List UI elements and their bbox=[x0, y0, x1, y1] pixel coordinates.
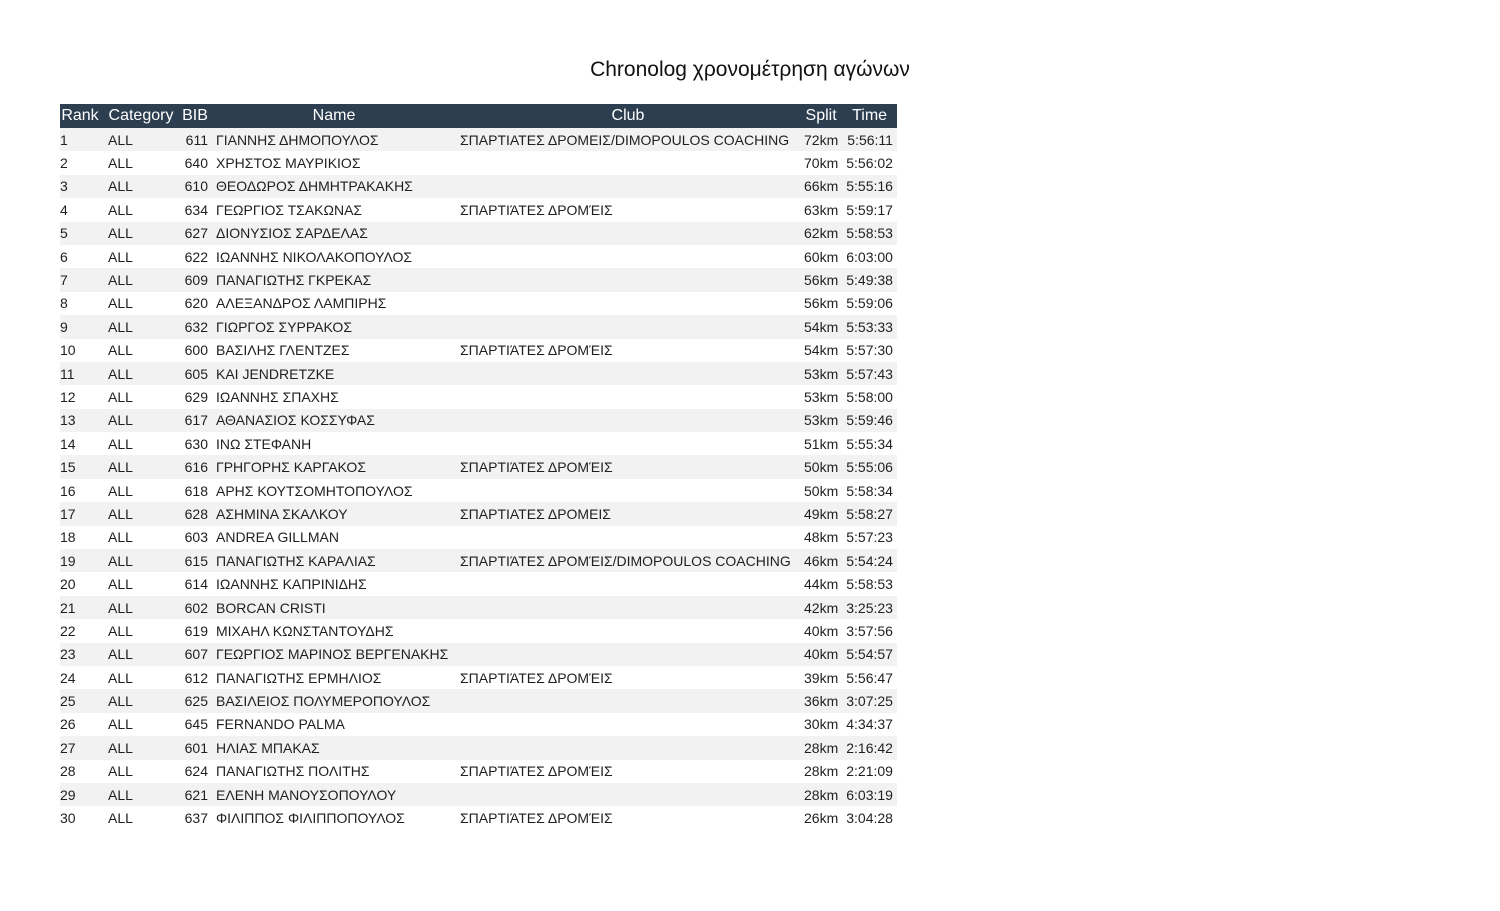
cell-rank: 11 bbox=[60, 362, 104, 385]
cell-split: 54km bbox=[800, 339, 842, 362]
cell-rank: 30 bbox=[60, 806, 104, 829]
cell-time: 5:57:30 bbox=[842, 339, 897, 362]
cell-category: ALL bbox=[104, 549, 178, 572]
table-row bbox=[60, 736, 897, 759]
cell-rank: 2 bbox=[60, 151, 104, 174]
cell-time: 2:16:42 bbox=[842, 736, 897, 759]
cell-split: 50km bbox=[800, 479, 842, 502]
cell-category: ALL bbox=[104, 713, 178, 736]
cell-club: ΣΠΑΡΤΙΆΤΕΣ ΔΡΟΜΈΙΣ/DIMOPOULOS COACHING bbox=[456, 549, 800, 572]
table-row bbox=[60, 222, 897, 245]
cell-time: 5:59:06 bbox=[842, 292, 897, 315]
cell-club bbox=[456, 292, 800, 315]
cell-club bbox=[456, 619, 800, 642]
table-row bbox=[60, 549, 897, 572]
cell-club bbox=[456, 736, 800, 759]
cell-split: 28km bbox=[800, 783, 842, 806]
cell-rank: 20 bbox=[60, 572, 104, 595]
cell-time: 3:25:23 bbox=[842, 596, 897, 619]
cell-category: ALL bbox=[104, 268, 178, 291]
cell-bib: 617 bbox=[178, 409, 212, 432]
cell-bib: 632 bbox=[178, 315, 212, 338]
cell-time: 5:53:33 bbox=[842, 315, 897, 338]
table-row bbox=[60, 409, 897, 432]
cell-bib: 602 bbox=[178, 596, 212, 619]
cell-club bbox=[456, 362, 800, 385]
cell-time: 5:54:57 bbox=[842, 643, 897, 666]
cell-split: 28km bbox=[800, 760, 842, 783]
cell-club bbox=[456, 783, 800, 806]
cell-split: 44km bbox=[800, 572, 842, 595]
cell-bib: 605 bbox=[178, 362, 212, 385]
results-table bbox=[60, 104, 897, 830]
page-title: Chronolog χρονομέτρηση αγώνων bbox=[590, 58, 910, 81]
cell-split: 53km bbox=[800, 362, 842, 385]
cell-split: 53km bbox=[800, 385, 842, 408]
cell-name: ΓΙΩΡΓΟΣ ΣΥΡΡΑΚΟΣ bbox=[212, 315, 456, 338]
cell-name: ΑΘΑΝΑΣΙΟΣ ΚΟΣΣΥΦΑΣ bbox=[212, 409, 456, 432]
cell-time: 5:54:24 bbox=[842, 549, 897, 572]
table-row bbox=[60, 339, 897, 362]
cell-club bbox=[456, 385, 800, 408]
cell-bib: 627 bbox=[178, 222, 212, 245]
cell-club bbox=[456, 643, 800, 666]
cell-category: ALL bbox=[104, 502, 178, 525]
column-header-rank[interactable]: Rank bbox=[60, 104, 104, 128]
cell-club: ΣΠΑΡΤΙΆΤΕΣ ΔΡΟΜΈΙΣ bbox=[456, 198, 800, 221]
cell-club bbox=[456, 268, 800, 291]
cell-time: 5:55:06 bbox=[842, 455, 897, 478]
cell-club bbox=[456, 151, 800, 174]
cell-name: FERNANDO PALMA bbox=[212, 713, 456, 736]
cell-category: ALL bbox=[104, 619, 178, 642]
table-row bbox=[60, 526, 897, 549]
cell-bib: 603 bbox=[178, 526, 212, 549]
cell-time: 5:57:43 bbox=[842, 362, 897, 385]
cell-bib: 634 bbox=[178, 198, 212, 221]
cell-bib: 620 bbox=[178, 292, 212, 315]
cell-rank: 22 bbox=[60, 619, 104, 642]
table-row bbox=[60, 643, 897, 666]
cell-name: ΑΛΕΞΑΝΔΡΟΣ ΛΑΜΠΙΡΗΣ bbox=[212, 292, 456, 315]
cell-name: ΕΛΕΝΗ ΜΑΝΟΥΣΟΠΟΥΛΟΥ bbox=[212, 783, 456, 806]
cell-category: ALL bbox=[104, 666, 178, 689]
results-table-header bbox=[60, 104, 897, 128]
table-row bbox=[60, 572, 897, 595]
cell-name: ΔΙΟΝΥΣΙΟΣ ΣΑΡΔΕΛΑΣ bbox=[212, 222, 456, 245]
table-row bbox=[60, 198, 897, 221]
cell-split: 72km bbox=[800, 128, 842, 151]
cell-time: 5:56:11 bbox=[842, 128, 897, 151]
cell-split: 48km bbox=[800, 526, 842, 549]
cell-name: ΜΙΧΑΗΛ ΚΩΝΣΤΑΝΤΟΥΔΗΣ bbox=[212, 619, 456, 642]
cell-category: ALL bbox=[104, 198, 178, 221]
cell-rank: 17 bbox=[60, 502, 104, 525]
cell-club: ΣΠΑΡΤΙΆΤΕΣ ΔΡΟΜΈΙΣ bbox=[456, 339, 800, 362]
cell-split: 56km bbox=[800, 292, 842, 315]
table-row bbox=[60, 806, 897, 829]
cell-time: 3:04:28 bbox=[842, 806, 897, 829]
cell-category: ALL bbox=[104, 596, 178, 619]
cell-time: 6:03:00 bbox=[842, 245, 897, 268]
cell-category: ALL bbox=[104, 572, 178, 595]
cell-category: ALL bbox=[104, 409, 178, 432]
cell-split: 40km bbox=[800, 619, 842, 642]
cell-club bbox=[456, 409, 800, 432]
cell-category: ALL bbox=[104, 128, 178, 151]
cell-name: ΧΡΗΣΤΟΣ ΜΑΥΡΙΚΙΟΣ bbox=[212, 151, 456, 174]
cell-rank: 8 bbox=[60, 292, 104, 315]
cell-rank: 14 bbox=[60, 432, 104, 455]
table-row bbox=[60, 151, 897, 174]
cell-bib: 619 bbox=[178, 619, 212, 642]
column-header-category[interactable]: Category bbox=[104, 104, 178, 128]
cell-club bbox=[456, 175, 800, 198]
cell-split: 36km bbox=[800, 689, 842, 712]
cell-name: ΓΡΗΓΟΡΗΣ ΚΑΡΓΑΚΟΣ bbox=[212, 455, 456, 478]
cell-split: 51km bbox=[800, 432, 842, 455]
cell-split: 42km bbox=[800, 596, 842, 619]
cell-split: 56km bbox=[800, 268, 842, 291]
cell-name: ΙΩΑΝΝΗΣ ΚΑΠΡΙΝΙΔΗΣ bbox=[212, 572, 456, 595]
cell-club bbox=[456, 432, 800, 455]
cell-category: ALL bbox=[104, 245, 178, 268]
cell-rank: 21 bbox=[60, 596, 104, 619]
cell-club bbox=[456, 222, 800, 245]
cell-split: 63km bbox=[800, 198, 842, 221]
cell-name: ANDREA GILLMAN bbox=[212, 526, 456, 549]
cell-club bbox=[456, 713, 800, 736]
cell-category: ALL bbox=[104, 689, 178, 712]
cell-time: 4:34:37 bbox=[842, 713, 897, 736]
cell-time: 6:03:19 bbox=[842, 783, 897, 806]
cell-time: 5:55:16 bbox=[842, 175, 897, 198]
cell-time: 5:59:46 bbox=[842, 409, 897, 432]
cell-split: 46km bbox=[800, 549, 842, 572]
table-row bbox=[60, 268, 897, 291]
cell-name: ΠΑΝΑΓΙΩΤΗΣ ΚΑΡΑΛΙΑΣ bbox=[212, 549, 456, 572]
cell-category: ALL bbox=[104, 455, 178, 478]
table-row bbox=[60, 175, 897, 198]
cell-rank: 16 bbox=[60, 479, 104, 502]
table-row bbox=[60, 760, 897, 783]
cell-name: ΠΑΝΑΓΙΩΤΗΣ ΕΡΜΗΛΙΟΣ bbox=[212, 666, 456, 689]
cell-split: 60km bbox=[800, 245, 842, 268]
cell-split: 66km bbox=[800, 175, 842, 198]
cell-category: ALL bbox=[104, 806, 178, 829]
cell-time: 5:56:02 bbox=[842, 151, 897, 174]
cell-club: ΣΠΑΡΤΙΆΤΕΣ ΔΡΟΜΈΙΣ bbox=[456, 455, 800, 478]
cell-bib: 637 bbox=[178, 806, 212, 829]
cell-rank: 13 bbox=[60, 409, 104, 432]
cell-bib: 607 bbox=[178, 643, 212, 666]
cell-club: ΣΠΑΡΤΙΑΤΕΣ ΔΡΟΜΕΙΣ bbox=[456, 502, 800, 525]
cell-time: 5:58:53 bbox=[842, 572, 897, 595]
cell-bib: 630 bbox=[178, 432, 212, 455]
cell-rank: 23 bbox=[60, 643, 104, 666]
table-row bbox=[60, 362, 897, 385]
cell-time: 5:58:34 bbox=[842, 479, 897, 502]
column-header-club[interactable]: Club bbox=[456, 104, 800, 128]
cell-bib: 645 bbox=[178, 713, 212, 736]
cell-rank: 3 bbox=[60, 175, 104, 198]
cell-bib: 640 bbox=[178, 151, 212, 174]
cell-rank: 18 bbox=[60, 526, 104, 549]
table-row bbox=[60, 619, 897, 642]
cell-name: ΓΕΩΡΓΙΟΣ ΤΣΑΚΩΝΑΣ bbox=[212, 198, 456, 221]
cell-split: 30km bbox=[800, 713, 842, 736]
cell-bib: 610 bbox=[178, 175, 212, 198]
cell-time: 2:21:09 bbox=[842, 760, 897, 783]
cell-bib: 624 bbox=[178, 760, 212, 783]
cell-category: ALL bbox=[104, 175, 178, 198]
table-row bbox=[60, 292, 897, 315]
cell-bib: 629 bbox=[178, 385, 212, 408]
cell-name: ΦΙΛΙΠΠΟΣ ΦΙΛΙΠΠΟΠΟΥΛΟΣ bbox=[212, 806, 456, 829]
cell-category: ALL bbox=[104, 783, 178, 806]
cell-rank: 9 bbox=[60, 315, 104, 338]
table-row bbox=[60, 689, 897, 712]
cell-split: 28km bbox=[800, 736, 842, 759]
cell-name: ΓΕΩΡΓΙΟΣ ΜΑΡΙΝΟΣ ΒΕΡΓΕΝΑΚΗΣ bbox=[212, 643, 456, 666]
cell-rank: 5 bbox=[60, 222, 104, 245]
cell-bib: 615 bbox=[178, 549, 212, 572]
cell-category: ALL bbox=[104, 315, 178, 338]
cell-split: 50km bbox=[800, 455, 842, 478]
cell-club bbox=[456, 572, 800, 595]
cell-name: ΑΣΗΜΙΝΑ ΣΚΑΛΚΟΥ bbox=[212, 502, 456, 525]
cell-split: 70km bbox=[800, 151, 842, 174]
cell-bib: 622 bbox=[178, 245, 212, 268]
cell-name: ΘΕΟΔΩΡΟΣ ΔΗΜΗΤΡΑΚΑΚΗΣ bbox=[212, 175, 456, 198]
cell-category: ALL bbox=[104, 339, 178, 362]
cell-bib: 611 bbox=[178, 128, 212, 151]
cell-name: ΑΡΗΣ ΚΟΥΤΣΟΜΗΤΟΠΟΥΛΟΣ bbox=[212, 479, 456, 502]
cell-rank: 4 bbox=[60, 198, 104, 221]
cell-category: ALL bbox=[104, 362, 178, 385]
cell-bib: 628 bbox=[178, 502, 212, 525]
cell-club: ΣΠΑΡΤΙΆΤΕΣ ΔΡΟΜΈΙΣ bbox=[456, 760, 800, 783]
table-row bbox=[60, 455, 897, 478]
cell-rank: 15 bbox=[60, 455, 104, 478]
cell-category: ALL bbox=[104, 292, 178, 315]
cell-rank: 7 bbox=[60, 268, 104, 291]
cell-category: ALL bbox=[104, 760, 178, 783]
cell-category: ALL bbox=[104, 526, 178, 549]
header-row bbox=[60, 104, 897, 128]
cell-category: ALL bbox=[104, 385, 178, 408]
cell-rank: 28 bbox=[60, 760, 104, 783]
cell-rank: 1 bbox=[60, 128, 104, 151]
cell-split: 40km bbox=[800, 643, 842, 666]
table-row bbox=[60, 666, 897, 689]
cell-rank: 25 bbox=[60, 689, 104, 712]
cell-bib: 618 bbox=[178, 479, 212, 502]
column-header-name[interactable]: Name bbox=[212, 104, 456, 128]
table-row bbox=[60, 479, 897, 502]
cell-club bbox=[456, 479, 800, 502]
cell-name: ΠΑΝΑΓΙΩΤΗΣ ΠΟΛΙΤΗΣ bbox=[212, 760, 456, 783]
cell-name: ΓΙΑΝΝΗΣ ΔΗΜΟΠΟΥΛΟΣ bbox=[212, 128, 456, 151]
cell-split: 39km bbox=[800, 666, 842, 689]
column-header-bib[interactable]: BIB bbox=[178, 104, 212, 128]
cell-name: BORCAN CRISTI bbox=[212, 596, 456, 619]
cell-club: ΣΠΑΡΤΙΆΤΕΣ ΔΡΟΜΈΙΣ bbox=[456, 666, 800, 689]
cell-rank: 26 bbox=[60, 713, 104, 736]
cell-time: 3:57:56 bbox=[842, 619, 897, 642]
table-row bbox=[60, 315, 897, 338]
cell-time: 5:58:27 bbox=[842, 502, 897, 525]
cell-split: 49km bbox=[800, 502, 842, 525]
cell-rank: 6 bbox=[60, 245, 104, 268]
cell-time: 5:57:23 bbox=[842, 526, 897, 549]
table-row bbox=[60, 385, 897, 408]
cell-category: ALL bbox=[104, 222, 178, 245]
cell-club bbox=[456, 245, 800, 268]
cell-name: ΗΛΙΑΣ ΜΠΑΚΑΣ bbox=[212, 736, 456, 759]
cell-club bbox=[456, 596, 800, 619]
cell-split: 53km bbox=[800, 409, 842, 432]
table-row bbox=[60, 128, 897, 151]
cell-category: ALL bbox=[104, 479, 178, 502]
cell-rank: 12 bbox=[60, 385, 104, 408]
cell-club: ΣΠΑΡΤΙΆΤΕΣ ΔΡΟΜΈΙΣ bbox=[456, 806, 800, 829]
cell-name: ΒΑΣΙΛΕΙΟΣ ΠΟΛΥΜΕΡΟΠΟΥΛΟΣ bbox=[212, 689, 456, 712]
cell-bib: 625 bbox=[178, 689, 212, 712]
cell-time: 5:58:00 bbox=[842, 385, 897, 408]
cell-name: ΙΝΩ ΣΤΕΦΑΝΗ bbox=[212, 432, 456, 455]
cell-rank: 19 bbox=[60, 549, 104, 572]
column-header-split[interactable]: Split bbox=[800, 104, 842, 128]
cell-bib: 612 bbox=[178, 666, 212, 689]
cell-club bbox=[456, 315, 800, 338]
cell-club: ΣΠΑΡΤΙΑΤΕΣ ΔΡΟΜΕΙΣ/DIMOPOULOS COACHING bbox=[456, 128, 800, 151]
cell-rank: 24 bbox=[60, 666, 104, 689]
cell-name: ΒΑΣΙΛΗΣ ΓΛΕΝΤΖΕΣ bbox=[212, 339, 456, 362]
cell-time: 5:58:53 bbox=[842, 222, 897, 245]
cell-category: ALL bbox=[104, 151, 178, 174]
cell-club bbox=[456, 689, 800, 712]
cell-time: 5:56:47 bbox=[842, 666, 897, 689]
cell-split: 54km bbox=[800, 315, 842, 338]
cell-bib: 601 bbox=[178, 736, 212, 759]
cell-category: ALL bbox=[104, 736, 178, 759]
results-table-body bbox=[60, 128, 897, 830]
cell-category: ALL bbox=[104, 643, 178, 666]
cell-bib: 600 bbox=[178, 339, 212, 362]
cell-bib: 621 bbox=[178, 783, 212, 806]
cell-time: 5:59:17 bbox=[842, 198, 897, 221]
table-row bbox=[60, 432, 897, 455]
cell-category: ALL bbox=[104, 432, 178, 455]
cell-time: 3:07:25 bbox=[842, 689, 897, 712]
cell-split: 26km bbox=[800, 806, 842, 829]
table-row bbox=[60, 245, 897, 268]
cell-bib: 614 bbox=[178, 572, 212, 595]
cell-name: ΙΩΑΝΝΗΣ ΝΙΚΟΛΑΚΟΠΟΥΛΟΣ bbox=[212, 245, 456, 268]
table-row bbox=[60, 783, 897, 806]
cell-rank: 29 bbox=[60, 783, 104, 806]
cell-bib: 609 bbox=[178, 268, 212, 291]
cell-rank: 10 bbox=[60, 339, 104, 362]
cell-bib: 616 bbox=[178, 455, 212, 478]
cell-time: 5:49:38 bbox=[842, 268, 897, 291]
cell-name: KAI JENDRETZKE bbox=[212, 362, 456, 385]
cell-rank: 27 bbox=[60, 736, 104, 759]
table-row bbox=[60, 502, 897, 525]
cell-name: ΠΑΝΑΓΙΩΤΗΣ ΓΚΡΕΚΑΣ bbox=[212, 268, 456, 291]
table-row bbox=[60, 596, 897, 619]
cell-time: 5:55:34 bbox=[842, 432, 897, 455]
table-row bbox=[60, 713, 897, 736]
cell-name: ΙΩΑΝΝΗΣ ΣΠΑΧΗΣ bbox=[212, 385, 456, 408]
column-header-time[interactable]: Time bbox=[842, 104, 897, 128]
cell-split: 62km bbox=[800, 222, 842, 245]
cell-club bbox=[456, 526, 800, 549]
